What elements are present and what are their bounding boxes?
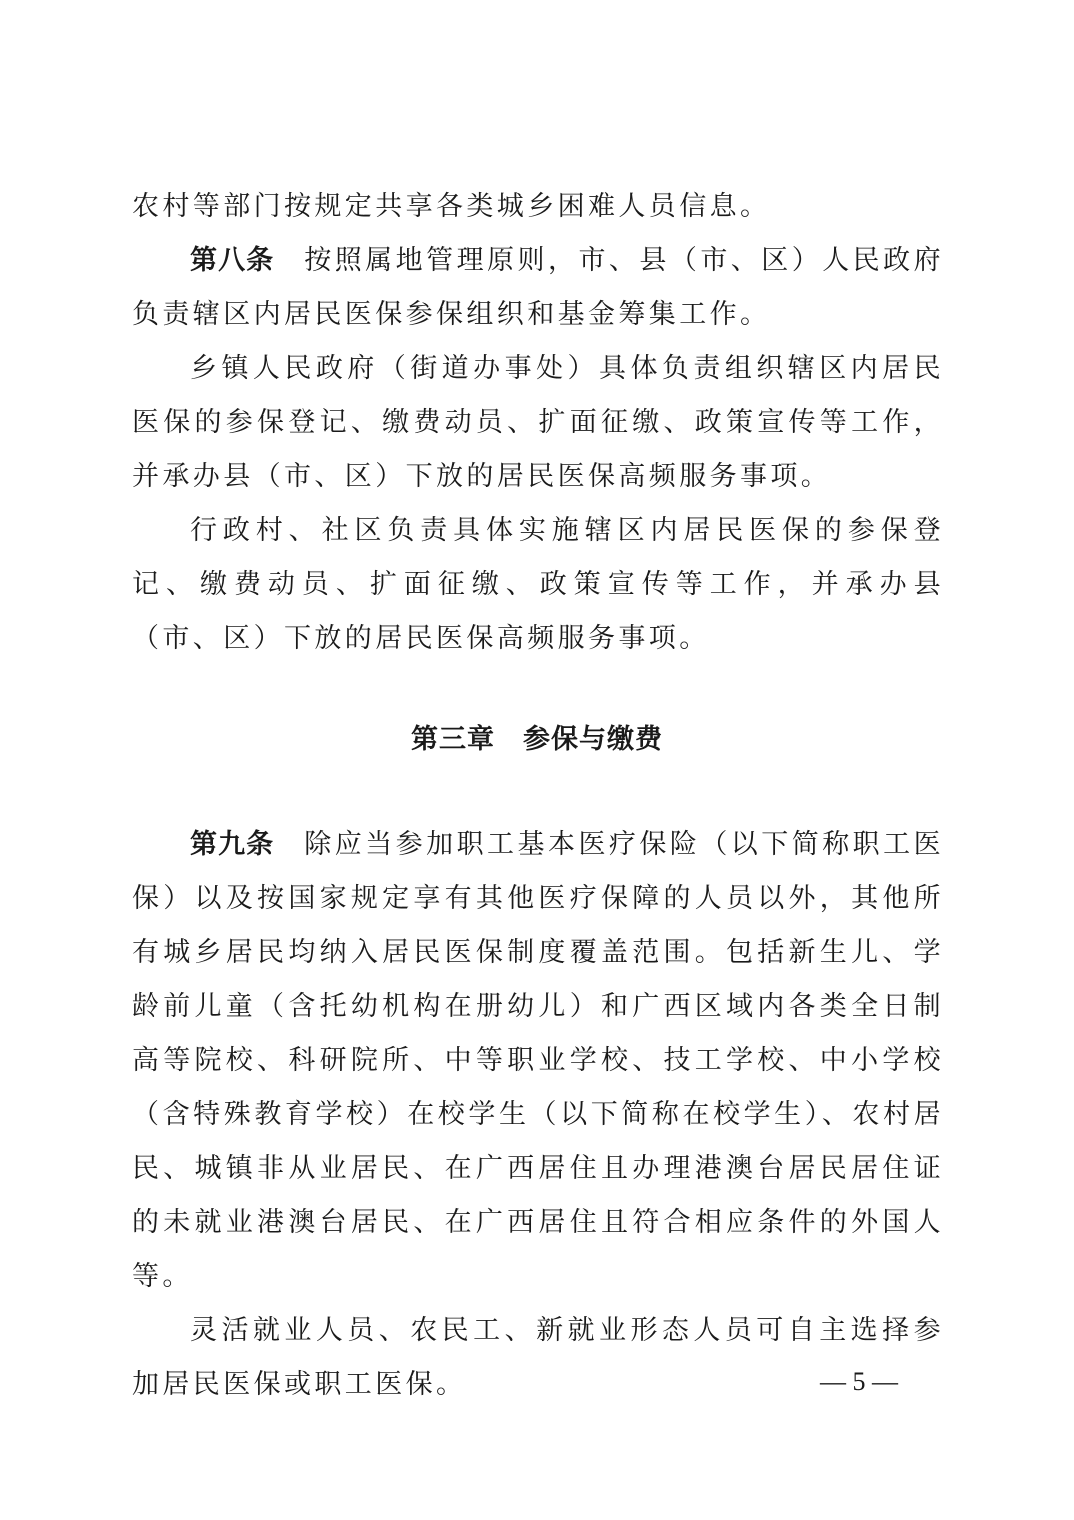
article-8-paragraph (132, 234, 944, 342)
article-9-paragraph-2: 灵活就业人员、农民工、新就业形态人员可自主选择参加居民医保或职工医保。 (132, 1315, 944, 1400)
article-8-paragraph-2: 乡镇人民政府（街道办事处）具体负责组织辖区内居民医保的参保登记、缴费动员、扩面征缴、政策宣传等工作，并承办县（市、区）下放的居民医保高频服务事项。 (132, 353, 944, 492)
article-9-heading: 第九条 (190, 829, 275, 860)
section-article-8 (132, 180, 944, 666)
section-article-9 (132, 818, 944, 1412)
article-8-heading: 第八条 (190, 245, 275, 276)
article-9-body: 除应当参加职工基本医疗保险（以下简称职工医保）以及按国家规定享有其他医疗保障的人员以外，其他所有城乡居民均纳入居民医保制度覆盖范围。包括新生儿、学龄前儿童（含托幼机构在册幼儿）和广西区域内各类全日制高等院校、科研院所、中等职业学校、技工学校、中小学校（含特殊教育学校）在校学生（以下简称在校学生）、农村居民、城镇非从业居民、在广西居住且办理港澳台居民居住证的未就业港澳台居民、在广西居住且符合相应条件的外国人等。 (132, 829, 945, 1292)
page-number: — 5 — (820, 1367, 898, 1396)
continuation-paragraph: 农村等部门按规定共享各类城乡困难人员信息。 (132, 191, 771, 222)
article-8-paragraph-3: 行政村、社区负责具体实施辖区内居民医保的参保登记、缴费动员、扩面征缴、政策宣传等工作，并承办县（市、区）下放的居民医保高频服务事项。 (132, 515, 944, 654)
chapter-title: 第三章 参保与缴费 (411, 724, 663, 755)
article-8-body: 按照属地管理原则，市、县（市、区）人民政府负责辖区内居民医保参保组织和基金筹集工作。 (132, 245, 945, 330)
article-9-paragraph (132, 818, 944, 1304)
